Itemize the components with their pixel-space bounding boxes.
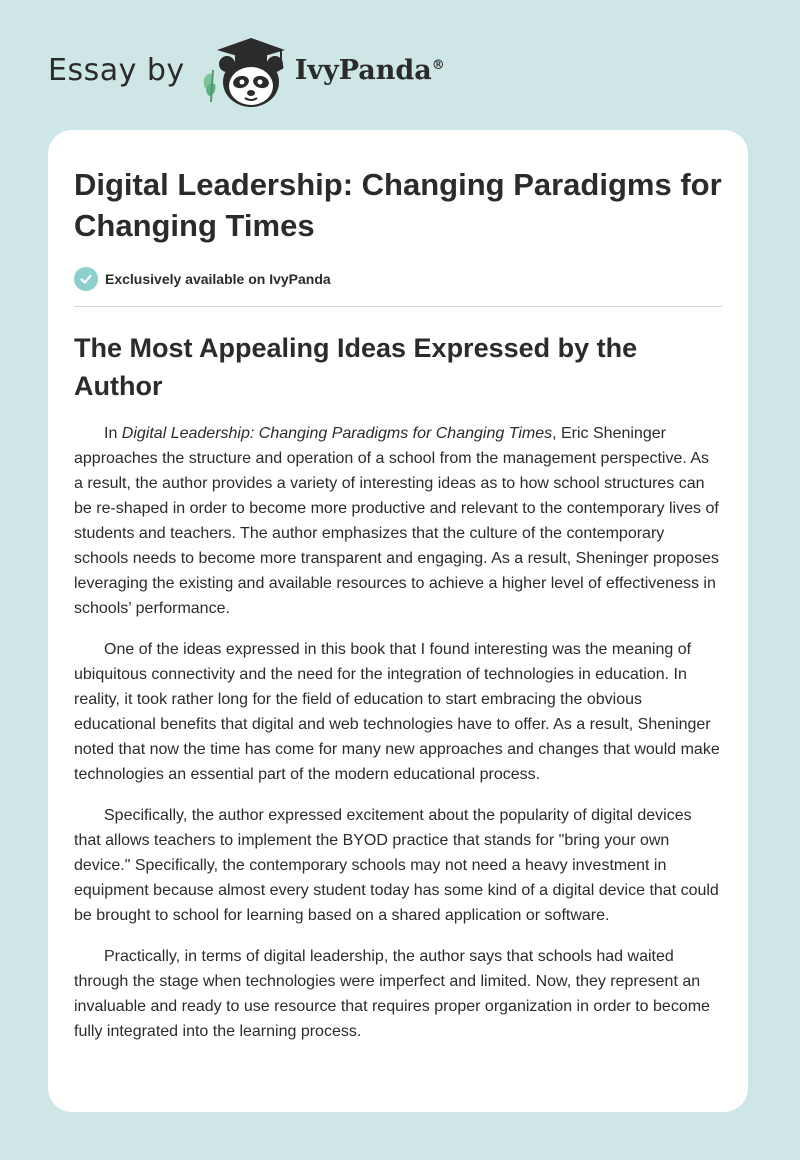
panda-graduate-icon [199,30,291,110]
paragraph: In Digital Leadership: Changing Paradigms for Changing Times, Eric Sheninger approaches the structure and operation of a school from the management perspective. As a result, the author provides a variety of interesting ideas as to how school structures can be re-shaped in order to become more productive and relevant to the contemporary lives of students and teachers. The author emphasizes that the culture of the contemporary schools needs to become more transparent and engaging. As a result, Sheninger proposes leveraging the existing and available resources to achieve a higher level of effectiveness in schools’ performance. [74,425,719,617]
exclusive-badge [74,266,722,292]
page-title: Digital Leadership: Changing Paradigms for Changing Times [74,167,722,243]
logo-prefix: Essay by [48,52,185,88]
ivypanda-logo[interactable] [48,30,445,110]
check-circle-icon [74,267,98,291]
divider [74,306,722,307]
site-header [0,0,800,130]
paragraph: Practically, in terms of digital leadership, the author says that schools had waited through the stage when technologies were imperfect and limited. Now, they represent an invaluable and ready to use resource that requires proper organization in order to become fully integrated into the learning process. [74,948,710,1040]
section-heading: The Most Appealing Ideas Expressed by the Author [74,333,638,401]
paragraph: Specifically, the author expressed excitement about the popularity of digital devices that allows teachers to implement the BYOD practice that stands for "bring your own device." Specifically, the contemporary schools may not need a heavy investment in equipment because almost every student today has some kind of a digital device that could be brought to school for learning based on a shared application or software. [74,807,719,924]
essay-card [48,130,748,1112]
badge-text: Exclusively available on IvyPanda [105,271,331,287]
logo-brand: IvyPanda® [294,54,445,86]
paragraph: One of the ideas expressed in this book that I found interesting was the meaning of ubiquitous connectivity and the need for the integration of technologies in education. In reality, it took rather long for the field of education to start embracing the obvious educational benefits that digital and web technologies have to offer. As a result, Sheninger noted that now the time has come for many new approaches and changes that would make technologies an essential part of the modern educational process. [74,641,720,783]
book-title: Digital Leadership: Changing Paradigms for Changing Times [121,425,553,442]
registered-mark: ® [431,57,445,73]
